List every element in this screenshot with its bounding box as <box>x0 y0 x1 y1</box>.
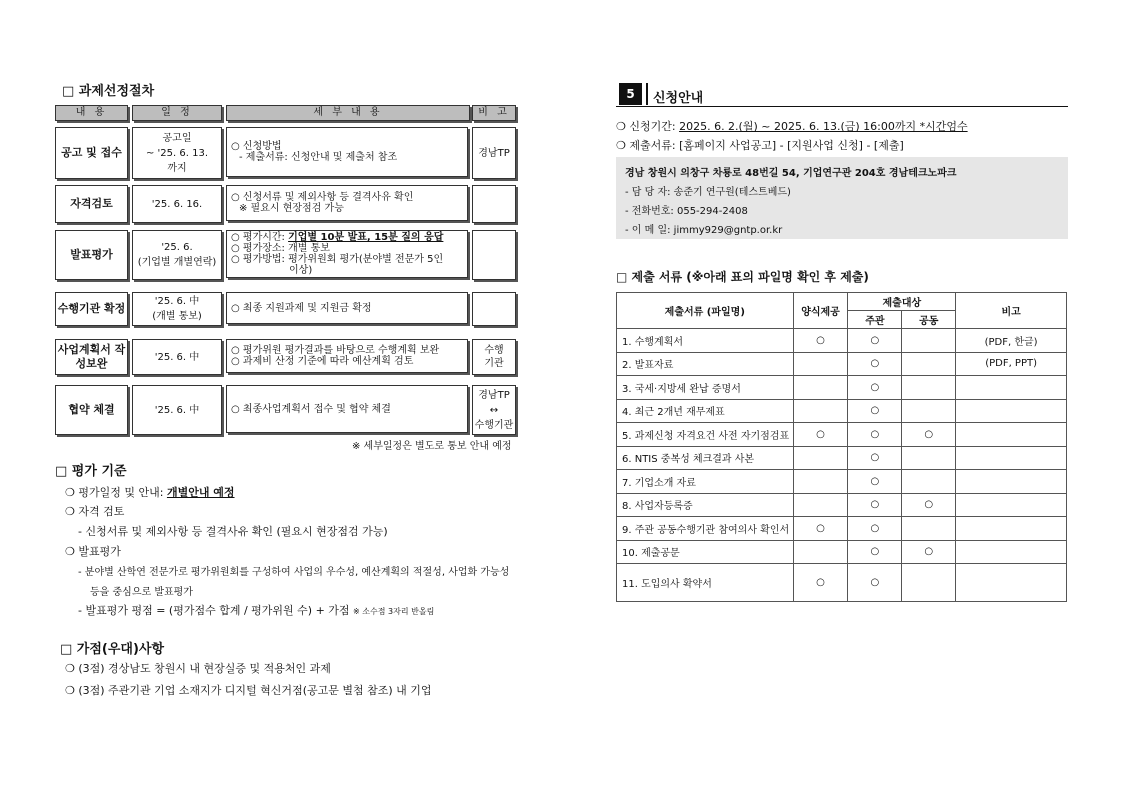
note-cell <box>956 517 1067 541</box>
joint-mark <box>902 376 956 400</box>
note-cell <box>956 446 1067 470</box>
main-mark: ○ <box>848 517 902 541</box>
form-mark <box>793 470 848 494</box>
bonus-line: ❍ (3점) 경상남도 창원시 내 현장실증 및 적용처인 과제 <box>65 662 331 675</box>
row-note: 수행 기관 <box>472 339 516 375</box>
contact-box <box>616 157 1068 239</box>
joint-mark <box>902 352 956 376</box>
row-note <box>472 230 516 280</box>
row-date: 공고일 ~ '25. 6. 13. 까지 <box>132 127 222 179</box>
doc-name: 9. 주관 공동수행기관 참여의사 확인서 <box>617 517 794 541</box>
bonus-section-title: □ 가점(우대)사항 <box>60 642 165 657</box>
table-row <box>617 423 1067 447</box>
table-header-content: 내 용 <box>55 105 128 121</box>
form-mark <box>793 493 848 517</box>
table-row <box>617 493 1067 517</box>
row-name: 협약 체결 <box>55 385 128 435</box>
eval-line: ❍ 발표평가 <box>65 545 121 558</box>
form-mark: ○ <box>793 329 848 353</box>
row-name: 공고 및 접수 <box>55 127 128 179</box>
row-details: ○ 평가위원 평가결과를 바탕으로 수행계획 보완 ○ 과제비 산정 기준에 따라 예산계획 검토 <box>226 339 468 373</box>
row-note <box>472 185 516 223</box>
main-mark: ○ <box>848 399 902 423</box>
table-header-details: 세 부 내 용 <box>226 105 470 121</box>
table-row <box>617 352 1067 376</box>
col-main: 주관 <box>848 311 902 329</box>
form-mark <box>793 446 848 470</box>
note-cell <box>956 493 1067 517</box>
row-details: ○ 신청방법 - 제출서류: 신청안내 및 제출처 참조 <box>226 127 468 177</box>
form-mark: ○ <box>793 423 848 447</box>
table-row <box>617 517 1067 541</box>
table-header-note: 비 고 <box>472 105 516 121</box>
address: 경남 창원시 의창구 차룡로 48번길 54, 기업연구관 204호 경남테크노파크 <box>625 168 957 179</box>
joint-mark <box>902 470 956 494</box>
note-cell <box>956 399 1067 423</box>
row-details: ○ 최종사업계획서 접수 및 협약 체결 <box>226 385 468 433</box>
section-rule <box>616 106 1068 107</box>
contact-manager: - 담 당 자: 송준기 연구원(테스트베드) <box>625 187 791 198</box>
joint-mark <box>902 399 956 423</box>
doc-name: 5. 과제신청 자격요건 사전 자기점검표 <box>617 423 794 447</box>
eval-line: - 분야별 산학연 전문가로 평가위원회를 구성하여 사업의 우수성, 예산계획의 적절성, 사업화 가능성 <box>78 567 510 578</box>
table-row <box>617 329 1067 353</box>
note-cell <box>956 470 1067 494</box>
procedure-row <box>55 185 515 221</box>
row-note: 경남TP ↔ 수행기관 <box>472 385 516 435</box>
procedure-row <box>55 127 515 177</box>
procedure-row <box>55 230 515 278</box>
procedure-row <box>55 292 515 324</box>
doc-name: 1. 수행계획서 <box>617 329 794 353</box>
eval-line: 등을 중심으로 발표평가 <box>90 587 193 598</box>
table-row <box>617 446 1067 470</box>
row-note: 경남TP <box>472 127 516 179</box>
bonus-line: ❍ (3점) 주관기관 기업 소재지가 디지털 혁신거점(공고문 별첨 참조) 내 기업 <box>65 684 432 697</box>
doc-name: 10. 제출공문 <box>617 540 794 564</box>
table-row <box>617 540 1067 564</box>
eval-line: - 발표평가 평점 = (평가점수 합계 / 평가위원 수) + 가점 ※ 소수점 3자리 반올림 <box>78 604 435 617</box>
form-mark <box>793 352 848 376</box>
eval-line: ❍ 자격 검토 <box>65 505 125 518</box>
joint-mark <box>902 329 956 353</box>
table-row <box>617 564 1067 602</box>
joint-mark: ○ <box>902 423 956 447</box>
row-date: '25. 6. 16. <box>132 185 222 223</box>
evaluation-section-title: □ 평가 기준 <box>55 464 127 479</box>
contact-email[interactable]: - 이 메 일: jimmy929@gntp.or.kr <box>625 225 783 236</box>
note-cell <box>956 423 1067 447</box>
col-target: 제출대상 <box>848 293 956 311</box>
table-row <box>617 376 1067 400</box>
documents-table <box>616 292 1067 602</box>
col-form: 양식제공 <box>793 293 848 329</box>
table-header-schedule: 일 정 <box>132 105 222 121</box>
doc-name: 3. 국세·지방세 완납 증명서 <box>617 376 794 400</box>
form-mark <box>793 540 848 564</box>
schedule-note: ※ 세부일정은 별도로 통보 안내 예정 <box>352 441 512 452</box>
row-details: ○ 평가시간: 기업별 10분 발표, 15분 질의 응답 ○ 평가장소: 개별 통보 ○ 평가방법: 평가위원회 평가(분야별 전문가 5인 이상) <box>226 230 468 278</box>
note-cell: (PDF, 한글) <box>956 329 1067 353</box>
note-cell: (PDF, PPT) <box>956 352 1067 376</box>
form-mark <box>793 376 848 400</box>
eval-line: - 신청서류 및 제외사항 등 결격사유 확인 (필요시 현장점검 가능) <box>78 525 388 538</box>
eval-line: ❍ 평가일정 및 안내: 개별안내 예정 <box>65 486 235 499</box>
form-mark: ○ <box>793 517 848 541</box>
row-name: 발표평가 <box>55 230 128 280</box>
joint-mark: ○ <box>902 493 956 517</box>
main-mark: ○ <box>848 376 902 400</box>
doc-name: 2. 발표자료 <box>617 352 794 376</box>
row-name: 수행기관 확정 <box>55 292 128 326</box>
doc-name: 11. 도입의사 확약서 <box>617 564 794 602</box>
main-mark: ○ <box>848 446 902 470</box>
col-doc: 제출서류 (파일명) <box>617 293 794 329</box>
docs-section-title: □ 제출 서류 (※아래 표의 파일명 확인 후 제출) <box>616 270 869 284</box>
section-number-badge: 5 <box>619 83 642 105</box>
period-line: ❍ 신청기간: 2025. 6. 2.(월) ~ 2025. 6. 13.(금) 16:00까지 *시간엄수 <box>616 120 968 133</box>
row-note <box>472 292 516 326</box>
procedure-section-title: □ 과제선정절차 <box>62 84 155 99</box>
procedure-row <box>55 385 515 433</box>
doc-name: 4. 최근 2개년 재무제표 <box>617 399 794 423</box>
col-note: 비고 <box>956 293 1067 329</box>
apply-section-title: 신청안내 <box>653 91 704 106</box>
note-cell <box>956 564 1067 602</box>
note-cell <box>956 376 1067 400</box>
main-mark: ○ <box>848 493 902 517</box>
col-joint: 공동 <box>902 311 956 329</box>
table-row <box>617 399 1067 423</box>
table-row <box>617 470 1067 494</box>
joint-mark <box>902 564 956 602</box>
form-mark: ○ <box>793 564 848 602</box>
joint-mark: ○ <box>902 540 956 564</box>
procedure-row <box>55 339 515 373</box>
main-mark: ○ <box>848 352 902 376</box>
doc-name: 8. 사업자등록증 <box>617 493 794 517</box>
doc-name: 6. NTIS 중복성 체크결과 사본 <box>617 446 794 470</box>
joint-mark <box>902 446 956 470</box>
row-date: '25. 6. (기업별 개별연락) <box>132 230 222 280</box>
form-mark <box>793 399 848 423</box>
row-details: ○ 최종 지원과제 및 지원금 확정 <box>226 292 468 324</box>
main-mark: ○ <box>848 423 902 447</box>
main-mark: ○ <box>848 470 902 494</box>
contact-phone: - 전화번호: 055-294-2408 <box>625 206 748 217</box>
main-mark: ○ <box>848 329 902 353</box>
docs-line: ❍ 제출서류: [홈페이지 사업공고] - [지원사업 신청] - [제출] <box>616 139 904 152</box>
joint-mark <box>902 517 956 541</box>
row-name: 자격검토 <box>55 185 128 223</box>
row-name: 사업계획서 작성보완 <box>55 339 128 375</box>
note-cell <box>956 540 1067 564</box>
section-divider <box>646 83 648 105</box>
row-date: '25. 6. 中 <box>132 385 222 435</box>
main-mark: ○ <box>848 540 902 564</box>
row-details: ○ 신청서류 및 제외사항 등 결격사유 확인 ※ 필요시 현장점검 가능 <box>226 185 468 221</box>
main-mark: ○ <box>848 564 902 602</box>
row-date: '25. 6. 中 <box>132 339 222 375</box>
doc-name: 7. 기업소개 자료 <box>617 470 794 494</box>
row-date: '25. 6. 中 (개별 통보) <box>132 292 222 326</box>
